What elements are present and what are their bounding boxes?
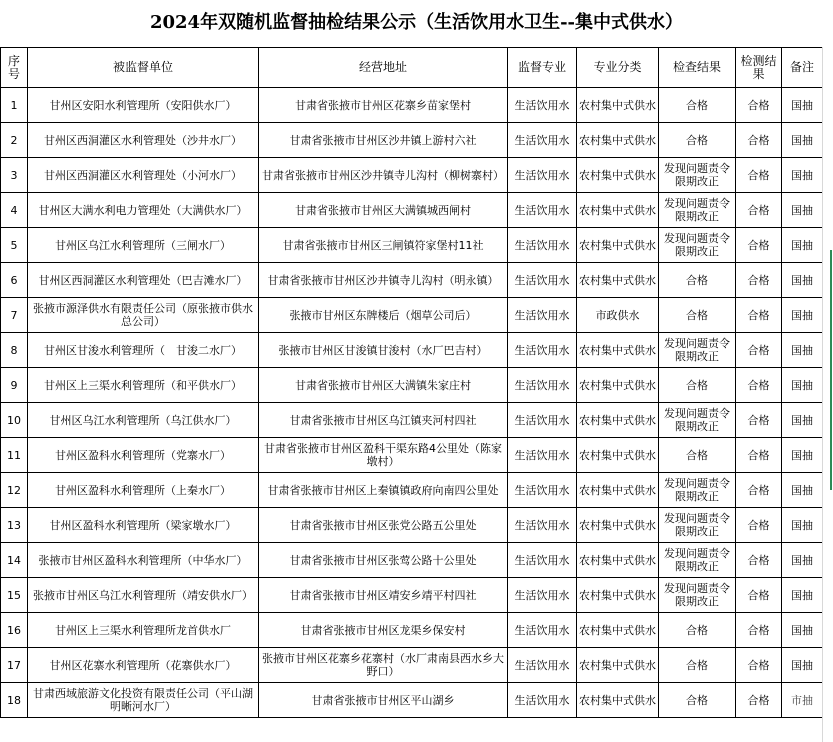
cell-unit: 甘肃西域旅游文化投资有限责任公司（平山湖明晰河水厂）: [28, 683, 259, 718]
cell-unit: 甘州区盈科水利管理所（党寨水厂）: [28, 438, 259, 473]
cell-category: 农村集中式供水: [577, 683, 659, 718]
table-row: [1, 438, 823, 473]
cell-specialty: 生活饮用水: [508, 123, 577, 158]
cell-unit: 张掖市源泽供水有限责任公司（原张掖市供水总公司）: [28, 298, 259, 333]
cell-note: 国抽: [782, 123, 823, 158]
selection-edge: [830, 250, 832, 490]
header-category: 专业分类: [577, 48, 659, 88]
cell-specialty: 生活饮用水: [508, 473, 577, 508]
cell-note: 国抽: [782, 613, 823, 648]
cell-test-result: 合格: [736, 123, 782, 158]
table-row: [1, 648, 823, 683]
cell-test-result: 合格: [736, 88, 782, 123]
cell-specialty: 生活饮用水: [508, 228, 577, 263]
cell-check-result: 发现问题责令限期改正: [659, 158, 736, 193]
cell-category: 农村集中式供水: [577, 613, 659, 648]
cell-unit: 甘州区西洞灌区水利管理处（沙井水厂）: [28, 123, 259, 158]
cell-address: 张掖市甘州区花寨乡花寨村（水厂肃南县西水乡大野口）: [259, 648, 508, 683]
table-body: [1, 88, 823, 718]
cell-no: 9: [1, 368, 28, 403]
table-row: [1, 578, 823, 613]
cell-address: 甘肃省张掖市甘州区大满镇朱家庄村: [259, 368, 508, 403]
cell-note: 市抽: [782, 683, 823, 718]
cell-check-result: 合格: [659, 298, 736, 333]
cell-address: 甘肃省张掖市甘州区张莺公路十公里处: [259, 543, 508, 578]
cell-note: 国抽: [782, 228, 823, 263]
cell-no: 14: [1, 543, 28, 578]
cell-note: 国抽: [782, 578, 823, 613]
cell-unit: 甘州区花寨水利管理所（花寨供水厂）: [28, 648, 259, 683]
cell-check-result: 合格: [659, 368, 736, 403]
cell-category: 农村集中式供水: [577, 88, 659, 123]
cell-category: 市政供水: [577, 298, 659, 333]
header-specialty: 监督专业: [508, 48, 577, 88]
cell-no: 1: [1, 88, 28, 123]
cell-no: 17: [1, 648, 28, 683]
cell-address: 甘肃省张掖市甘州区平山湖乡: [259, 683, 508, 718]
cell-test-result: 合格: [736, 648, 782, 683]
cell-note: 国抽: [782, 193, 823, 228]
cell-test-result: 合格: [736, 193, 782, 228]
cell-note: 国抽: [782, 263, 823, 298]
cell-address: 甘肃省张掖市甘州区龙渠乡保安村: [259, 613, 508, 648]
cell-note: 国抽: [782, 158, 823, 193]
cell-address: 甘肃省张掖市甘州区沙井镇上游村六社: [259, 123, 508, 158]
cell-unit: 甘州区乌江水利管理所（乌江供水厂）: [28, 403, 259, 438]
cell-category: 农村集中式供水: [577, 648, 659, 683]
cell-check-result: 发现问题责令限期改正: [659, 508, 736, 543]
cell-note: 国抽: [782, 333, 823, 368]
cell-no: 15: [1, 578, 28, 613]
cell-no: 3: [1, 158, 28, 193]
cell-address: 张掖市甘州区东牌楼后（烟草公司后）: [259, 298, 508, 333]
cell-unit: 甘州区大满水利电力管理处（大满供水厂）: [28, 193, 259, 228]
cell-specialty: 生活饮用水: [508, 683, 577, 718]
cell-specialty: 生活饮用水: [508, 368, 577, 403]
cell-test-result: 合格: [736, 158, 782, 193]
cell-specialty: 生活饮用水: [508, 88, 577, 123]
cell-unit: 甘州区西洞灌区水利管理处（巴吉滩水厂）: [28, 263, 259, 298]
cell-check-result: 发现问题责令限期改正: [659, 473, 736, 508]
table-row: [1, 613, 823, 648]
table-row: [1, 298, 823, 333]
cell-check-result: 合格: [659, 263, 736, 298]
cell-category: 农村集中式供水: [577, 578, 659, 613]
cell-no: 7: [1, 298, 28, 333]
table-row: [1, 683, 823, 718]
cell-unit: 张掖市甘州区盈科水利管理所（中华水厂）: [28, 543, 259, 578]
cell-address: 甘肃省张掖市甘州区靖安乡靖平村四社: [259, 578, 508, 613]
cell-no: 2: [1, 123, 28, 158]
table-row: [1, 543, 823, 578]
cell-no: 12: [1, 473, 28, 508]
cell-specialty: 生活饮用水: [508, 613, 577, 648]
cell-check-result: 发现问题责令限期改正: [659, 578, 736, 613]
results-table: [0, 47, 823, 718]
cell-check-result: 发现问题责令限期改正: [659, 543, 736, 578]
cell-address: 甘肃省张掖市甘州区沙井镇寺儿沟村（明永镇）: [259, 263, 508, 298]
cell-note: 国抽: [782, 473, 823, 508]
table-row: [1, 193, 823, 228]
cell-address: 甘肃省张掖市甘州区三闸镇符家堡村11社: [259, 228, 508, 263]
cell-no: 16: [1, 613, 28, 648]
cell-category: 农村集中式供水: [577, 123, 659, 158]
header-note: 备注: [782, 48, 823, 88]
cell-test-result: 合格: [736, 438, 782, 473]
cell-specialty: 生活饮用水: [508, 438, 577, 473]
cell-specialty: 生活饮用水: [508, 263, 577, 298]
table-row: [1, 228, 823, 263]
cell-specialty: 生活饮用水: [508, 333, 577, 368]
cell-no: 5: [1, 228, 28, 263]
cell-test-result: 合格: [736, 508, 782, 543]
cell-address: 张掖市甘州区甘浚镇甘浚村（水厂巴吉村）: [259, 333, 508, 368]
cell-address: 甘肃省张掖市甘州区上秦镇镇政府向南四公里处: [259, 473, 508, 508]
page-title: 2024年双随机监督抽检结果公示（生活饮用水卫生--集中式供水）: [149, 12, 684, 33]
cell-unit: 甘州区上三渠水利管理所（和平供水厂）: [28, 368, 259, 403]
cell-no: 10: [1, 403, 28, 438]
header-no: 序号: [1, 48, 28, 88]
cell-category: 农村集中式供水: [577, 438, 659, 473]
cell-test-result: 合格: [736, 543, 782, 578]
cell-unit: 甘州区甘浚水利管理所（ 甘浚二水厂）: [28, 333, 259, 368]
cell-unit: 张掖市甘州区乌江水利管理所（靖安供水厂）: [28, 578, 259, 613]
cell-specialty: 生活饮用水: [508, 403, 577, 438]
cell-address: 甘肃省张掖市甘州区乌江镇夹河村四社: [259, 403, 508, 438]
cell-category: 农村集中式供水: [577, 403, 659, 438]
cell-category: 农村集中式供水: [577, 228, 659, 263]
cell-specialty: 生活饮用水: [508, 508, 577, 543]
cell-check-result: 发现问题责令限期改正: [659, 228, 736, 263]
cell-address: 甘肃省张掖市甘州区花寨乡苗家堡村: [259, 88, 508, 123]
table-row: [1, 403, 823, 438]
header-address: 经营地址: [259, 48, 508, 88]
cell-test-result: 合格: [736, 368, 782, 403]
cell-category: 农村集中式供水: [577, 193, 659, 228]
cell-check-result: 合格: [659, 683, 736, 718]
cell-check-result: 合格: [659, 648, 736, 683]
cell-no: 11: [1, 438, 28, 473]
cell-specialty: 生活饮用水: [508, 578, 577, 613]
table-row: [1, 123, 823, 158]
cell-check-result: 发现问题责令限期改正: [659, 333, 736, 368]
cell-note: 国抽: [782, 403, 823, 438]
cell-test-result: 合格: [736, 298, 782, 333]
cell-address: 甘肃省张掖市甘州区沙井镇寺儿沟村（柳树寨村）: [259, 158, 508, 193]
cell-address: 甘肃省张掖市甘州区张党公路五公里处: [259, 508, 508, 543]
cell-test-result: 合格: [736, 473, 782, 508]
table-row: [1, 158, 823, 193]
cell-no: 8: [1, 333, 28, 368]
cell-address: 甘肃省张掖市甘州区大满镇城西闸村: [259, 193, 508, 228]
table-row: [1, 508, 823, 543]
cell-note: 国抽: [782, 88, 823, 123]
table-row: [1, 263, 823, 298]
cell-note: 国抽: [782, 543, 823, 578]
cell-note: 国抽: [782, 508, 823, 543]
cell-specialty: 生活饮用水: [508, 648, 577, 683]
cell-address: 甘肃省张掖市甘州区盈科干渠东路4公里处（陈家墩村）: [259, 438, 508, 473]
cell-category: 农村集中式供水: [577, 368, 659, 403]
cell-no: 6: [1, 263, 28, 298]
cell-check-result: 合格: [659, 88, 736, 123]
table-row: [1, 333, 823, 368]
cell-specialty: 生活饮用水: [508, 193, 577, 228]
header-unit: 被监督单位: [28, 48, 259, 88]
cell-category: 农村集中式供水: [577, 473, 659, 508]
cell-category: 农村集中式供水: [577, 263, 659, 298]
cell-category: 农村集中式供水: [577, 158, 659, 193]
cell-unit: 甘州区安阳水利管理所（安阳供水厂）: [28, 88, 259, 123]
cell-check-result: 发现问题责令限期改正: [659, 193, 736, 228]
cell-unit: 甘州区西洞灌区水利管理处（小河水厂）: [28, 158, 259, 193]
cell-unit: 甘州区乌江水利管理所（三闸水厂）: [28, 228, 259, 263]
cell-note: 国抽: [782, 368, 823, 403]
cell-category: 农村集中式供水: [577, 543, 659, 578]
cell-test-result: 合格: [736, 683, 782, 718]
cell-no: 13: [1, 508, 28, 543]
cell-specialty: 生活饮用水: [508, 158, 577, 193]
cell-note: 国抽: [782, 298, 823, 333]
cell-note: 国抽: [782, 438, 823, 473]
header-check-result: 检查结果: [659, 48, 736, 88]
cell-test-result: 合格: [736, 403, 782, 438]
cell-check-result: 合格: [659, 438, 736, 473]
cell-note: 国抽: [782, 648, 823, 683]
cell-unit: 甘州区上三渠水利管理所龙首供水厂: [28, 613, 259, 648]
cell-check-result: 合格: [659, 123, 736, 158]
table-row: [1, 88, 823, 123]
cell-test-result: 合格: [736, 333, 782, 368]
table-row: [1, 368, 823, 403]
cell-test-result: 合格: [736, 228, 782, 263]
header-test-result: 检测结果: [736, 48, 782, 88]
cell-unit: 甘州区盈科水利管理所（梁家墩水厂）: [28, 508, 259, 543]
table-row: [1, 473, 823, 508]
cell-test-result: 合格: [736, 263, 782, 298]
cell-category: 农村集中式供水: [577, 508, 659, 543]
cell-specialty: 生活饮用水: [508, 298, 577, 333]
table-header-row: [1, 48, 823, 88]
cell-category: 农村集中式供水: [577, 333, 659, 368]
cell-check-result: 合格: [659, 613, 736, 648]
cell-test-result: 合格: [736, 578, 782, 613]
cell-unit: 甘州区盈科水利管理所（上秦水厂）: [28, 473, 259, 508]
cell-test-result: 合格: [736, 613, 782, 648]
cell-check-result: 发现问题责令限期改正: [659, 403, 736, 438]
cell-no: 18: [1, 683, 28, 718]
cell-specialty: 生活饮用水: [508, 543, 577, 578]
cell-no: 4: [1, 193, 28, 228]
